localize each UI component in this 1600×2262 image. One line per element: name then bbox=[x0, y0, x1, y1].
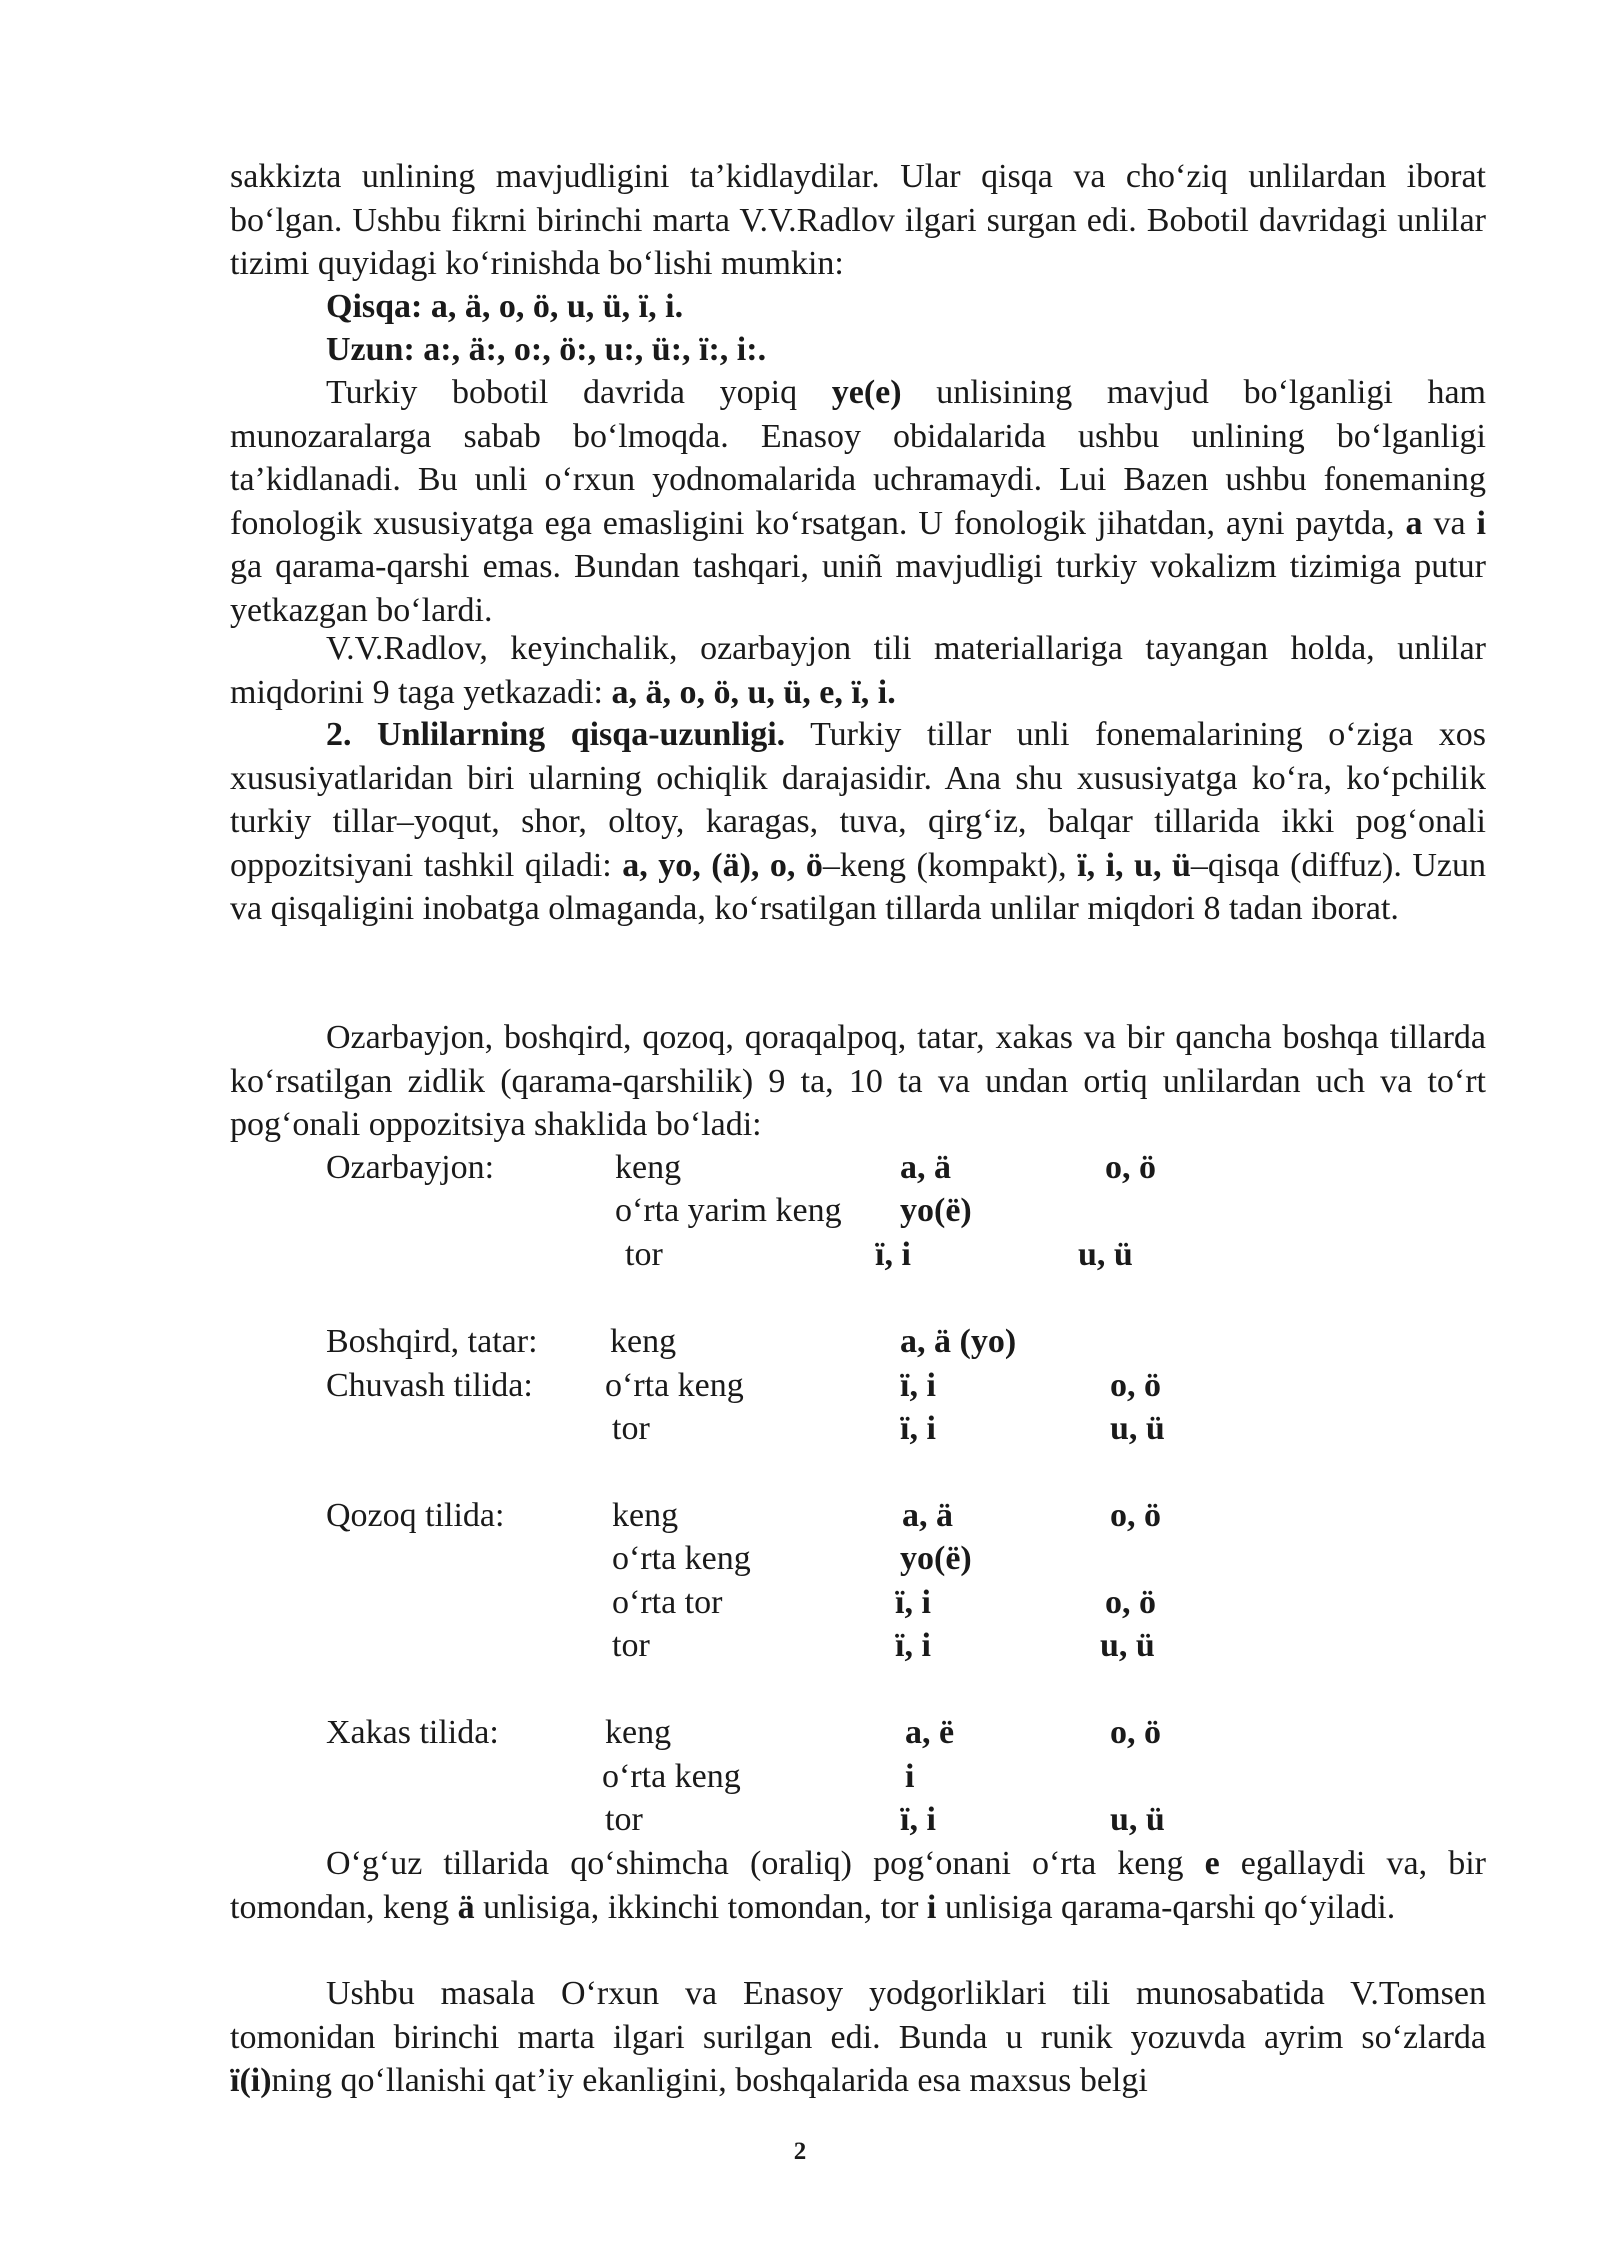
vowel-cell: o, ö bbox=[1110, 1714, 1161, 1751]
vowel-cell: o, ö bbox=[1105, 1584, 1156, 1621]
row-label: o‘rta keng bbox=[605, 1367, 744, 1404]
row-label: tor bbox=[625, 1236, 663, 1273]
text-run: unlisining mavjud bo‘lganligi ham munozaralarga sabab bo‘lmoqda. Enasoy obidalarida ushbu unlining bo‘lganligi ta’kidlanadi. Bu unli o‘rxun yodnomalarida uchramaydi. Lui Bazen ushbu fonemaning fonologik xususiyatga ega emasligini ko‘rsatgan. U fonologik jihatdan, ayni paytda, bbox=[230, 374, 1486, 542]
vowel-cell: u, ü bbox=[1110, 1410, 1165, 1447]
vowel-cell: a, ë bbox=[905, 1714, 955, 1751]
text-run: Ushbu masala O‘rxun va Enasoy yodgorliklari tili munosabatida V.Tomsen tomonidan birinchi marta ilgari surilgan edi. Bunda u runik yozuvda ayrim so‘zlarda bbox=[230, 1975, 1486, 2056]
bold-run: a, ä, o, ö, u, ü, e, ï, i. bbox=[611, 673, 896, 711]
vowel-cell: o, ö bbox=[1110, 1497, 1161, 1534]
row-label: keng bbox=[605, 1714, 672, 1751]
vowel-cell: a, ä bbox=[900, 1149, 951, 1186]
vowel-cell: o, ö bbox=[1105, 1149, 1156, 1186]
paragraph-ye bbox=[230, 371, 1486, 632]
vowel-cell: u, ü bbox=[1078, 1236, 1133, 1273]
text-run: –qisqa (diffuz). Uzun va qisqaligini inobatga olmaganda, ko‘rsatilgan tillarda unlilar miqdori 8 tadan iborat. bbox=[230, 846, 1486, 927]
bold-run: ye(e) bbox=[831, 374, 902, 411]
lang-label: Chuvash tilida: bbox=[326, 1367, 533, 1404]
bold-run: ï, i, u, ü bbox=[1077, 846, 1191, 884]
vowel-cell: o, ö bbox=[1110, 1367, 1161, 1404]
text-run: –keng (kompakt), bbox=[822, 846, 1078, 884]
bold-run: a bbox=[1405, 504, 1423, 542]
lang-label: Xakas tilida: bbox=[326, 1714, 499, 1751]
bold-run: i bbox=[1476, 504, 1486, 542]
row-label: o‘rta keng bbox=[602, 1758, 741, 1795]
row-label: tor bbox=[605, 1801, 643, 1838]
lang-label: Ozarbayjon: bbox=[326, 1149, 495, 1186]
vowel-cell: a, ä (yo) bbox=[900, 1323, 1017, 1360]
text-run: ning qo‘llanishi qat’iy ekanligini, boshqalarida esa maxsus belgi bbox=[271, 2062, 1148, 2099]
text-run: Turkiy bobotil davrida yopiq bbox=[326, 374, 832, 411]
vowel-cell: yo(ë) bbox=[900, 1192, 972, 1229]
text-run: ga qarama-qarshi emas. Bundan tashqari, uniñ mavjudligi turkiy vokalizm tizimiga putur yetkazgan bo‘lardi. bbox=[230, 548, 1486, 629]
uzun-line: Uzun: a:, ä:, o:, ö:, u:, ü:, ï:, i:. bbox=[326, 331, 767, 368]
bold-run: ä bbox=[457, 1888, 475, 1926]
paragraph-oppozitsiya: Ozarbayjon, boshqird, qozoq, qoraqalpoq, tatar, xakas va bir qancha boshqa tillarda ko‘rsatilgan zidlik (qarama-qarshilik) 9 ta, 10 ta va undan ortiq unlilardan uch va to‘rt pog‘onali oppozitsiya shaklida bo‘ladi: bbox=[230, 1019, 1486, 1143]
bold-run: ï(i) bbox=[230, 2062, 272, 2099]
vowel-cell: yo(ë) bbox=[900, 1540, 972, 1577]
row-label: keng bbox=[612, 1497, 679, 1534]
vowel-cell: ï, i bbox=[875, 1236, 911, 1273]
bold-run: a, yo, (ä), o, ö bbox=[622, 846, 823, 884]
text-run: Turkiy tillar unli fonemalarining o‘ziga xos xususiyatlaridan biri ularning ochiqlik darajasidir. Ana shu xususiyatga ko‘ra, ko‘pchilik turkiy tillar–yoqut, shor, oltoy, karagas, tuva, qirg‘iz, balqar tillarida ikki pog‘onali oppozitsiyani tashkil qiladi: bbox=[230, 716, 1486, 884]
paragraph-tomsen bbox=[230, 1972, 1486, 2103]
text-run: egallaydi va, bir tomondan, keng bbox=[230, 1845, 1486, 1926]
row-label: tor bbox=[612, 1627, 650, 1664]
vowel-cell: ï, i bbox=[900, 1801, 936, 1838]
row-label: tor bbox=[612, 1410, 650, 1447]
vowel-cell: u, ü bbox=[1110, 1801, 1165, 1838]
bold-run: e bbox=[1204, 1845, 1220, 1882]
vowel-cell: i bbox=[905, 1758, 915, 1795]
vowel-cell: ï, i bbox=[895, 1627, 931, 1664]
paragraph-section-2 bbox=[230, 713, 1486, 931]
row-label: o‘rta tor bbox=[612, 1584, 723, 1621]
qisqa-line: Qisqa: a, ä, o, ö, u, ü, ï, i. bbox=[326, 288, 684, 325]
paragraph-radlov bbox=[230, 627, 1486, 714]
row-label: keng bbox=[610, 1323, 677, 1360]
lang-label: Boshqird, tatar: bbox=[326, 1323, 538, 1360]
vowel-cell: a, ä bbox=[902, 1497, 953, 1534]
vowel-cell: ï, i bbox=[900, 1367, 936, 1404]
lang-label: Qozoq tilida: bbox=[326, 1497, 505, 1534]
text-run: unlisiga, ikkinchi tomondan, tor bbox=[474, 1888, 927, 1926]
page-number: 2 bbox=[793, 2138, 807, 2165]
row-label: keng bbox=[615, 1149, 682, 1186]
vowel-cell: u, ü bbox=[1100, 1627, 1155, 1664]
section-heading: 2. Unlilarning qisqa-uzunligi. bbox=[326, 716, 786, 753]
text-run: V.V.Radlov, keyinchalik, ozarbayjon tili materiallariga tayangan holda, unlilar miqdorini 9 taga yetkazadi: bbox=[230, 630, 1486, 711]
text-run: O‘g‘uz tillarida qo‘shimcha (oraliq) pog‘onani o‘rta keng bbox=[326, 1845, 1205, 1882]
text-run: va bbox=[1422, 504, 1477, 542]
text-run: unlisiga qarama-qarshi qo‘yiladi. bbox=[936, 1888, 1396, 1926]
vowel-cell: ï, i bbox=[900, 1410, 936, 1447]
row-label: o‘rta keng bbox=[612, 1540, 751, 1577]
row-label: o‘rta yarim keng bbox=[615, 1192, 842, 1229]
vowel-cell: ï, i bbox=[895, 1584, 931, 1621]
bold-run: i bbox=[926, 1888, 937, 1926]
paragraph-intro: sakkizta unlining mavjudligini ta’kidlaydilar. Ular qisqa va cho‘ziq unlilardan iborat bo‘lgan. Ushbu fikrni birinchi marta V.V.Radlov ilgari surgan edi. Bobotil davridagi unlilar tizimi quyidagi ko‘rinishda bo‘lishi mumkin: bbox=[230, 158, 1486, 282]
paragraph-oguz bbox=[230, 1842, 1486, 1929]
